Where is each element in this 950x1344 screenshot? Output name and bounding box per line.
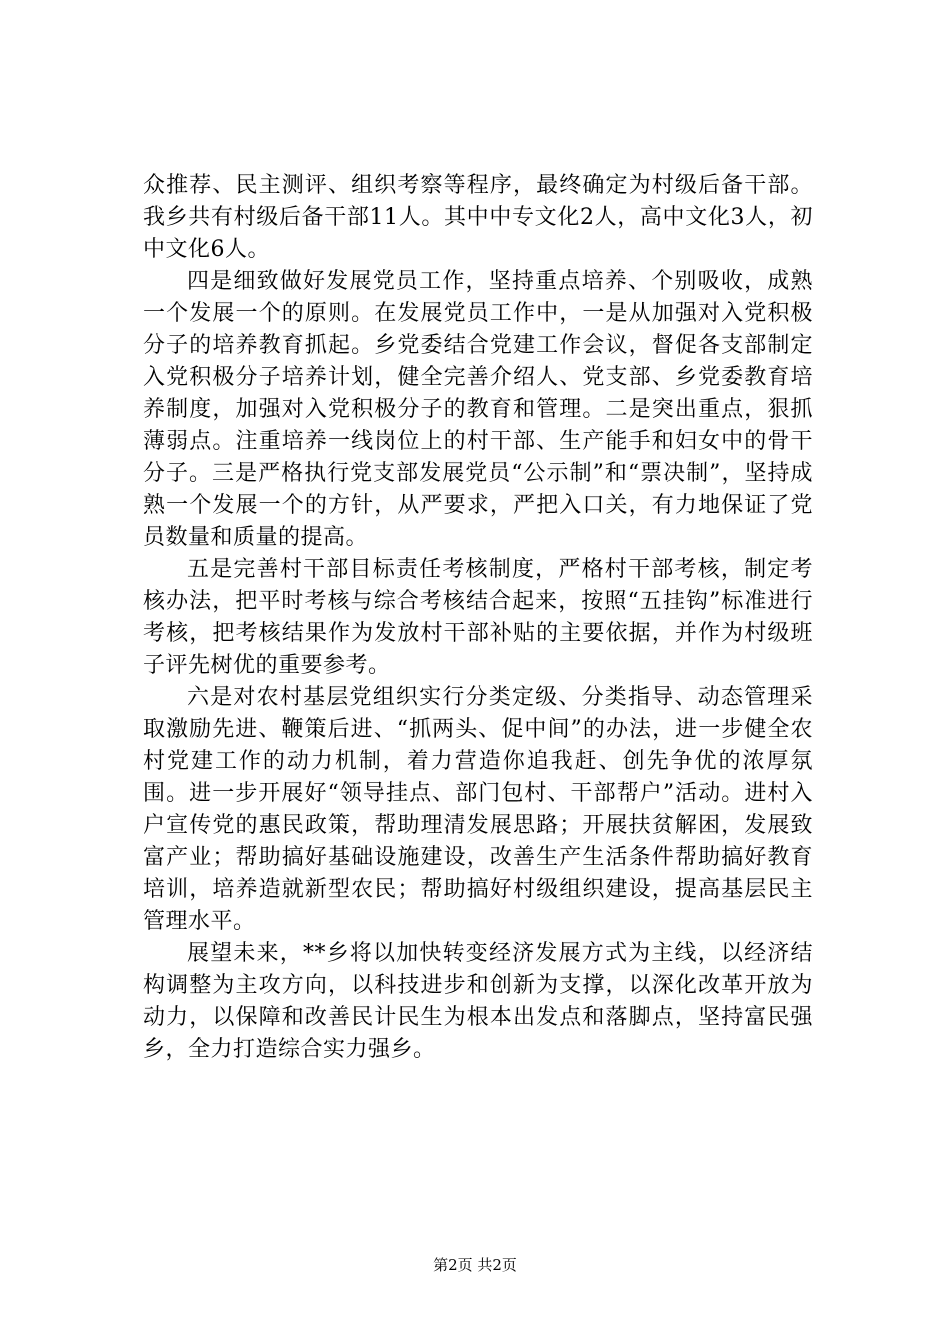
paragraph-party-member-development: 四是细致做好发展党员工作，坚持重点培养、个别吸收，成熟一个发展一个的原则。在发展党员工作中，一是从加强对入党积极分子的培养教育抓起。乡党委结合党建工作会议，督促各支部制定入党积极分子培养计划，健全完善介绍人、党支部、乡党委教育培养制度，加强对入党积极分子的教育和管理。二是突出重点，狠抓薄弱点。注重培养一线岗位上的村干部、生产能手和妇女中的骨干分子。三是严格执行党支部发展党员“公示制”和“票决制”，坚持成熟一个发展一个的方针，从严要求，严把入口关，有力地保证了党员数量和质量的提高。 <box>143 269 813 550</box>
paragraph-classified-management: 六是对农村基层党组织实行分类定级、分类指导、动态管理采取激励先进、鞭策后进、“抓两头、促中间”的办法，进一步健全农村党建工作的动力机制，着力营造你追我赶、创先争优的浓厚氛围。进一步开展好“领导挂点、部门包村、干部帮户”活动。进村入户宣传党的惠民政策，帮助理清发展思路；开展扶贫解困，发展致富产业；帮助搞好基础设施建设，改善生产生活条件帮助搞好教育培训，培养造就新型农民；帮助搞好村级组织建设，提高基层民主管理水平。 <box>143 685 813 934</box>
paragraph-future-outlook: 展望未来，**乡将以加快转变经济发展方式为主线，以经济结构调整为主攻方向，以科技进步和创新为支撑，以深化改革开放为动力，以保障和改善民计民生为根本出发点和落脚点，坚持富民强乡，全力打造综合实力强乡。 <box>143 941 813 1062</box>
page-footer: 第2页 共2页 <box>433 1256 517 1274</box>
paragraph-cadre-assessment: 五是完善村干部目标责任考核制度，严格村干部考核，制定考核办法，把平时考核与综合考核结合起来，按照“五挂钩”标准进行考核，把考核结果作为发放村干部补贴的主要依据，并作为村级班子评先树优的重要参考。 <box>143 557 813 678</box>
document-body <box>143 170 813 1066</box>
paragraph-continuation: 众推荐、民主测评、组织考察等程序，最终确定为村级后备干部。我乡共有村级后备干部11人。其中中专文化2人，高中文化3人，初中文化6人。 <box>143 173 813 262</box>
